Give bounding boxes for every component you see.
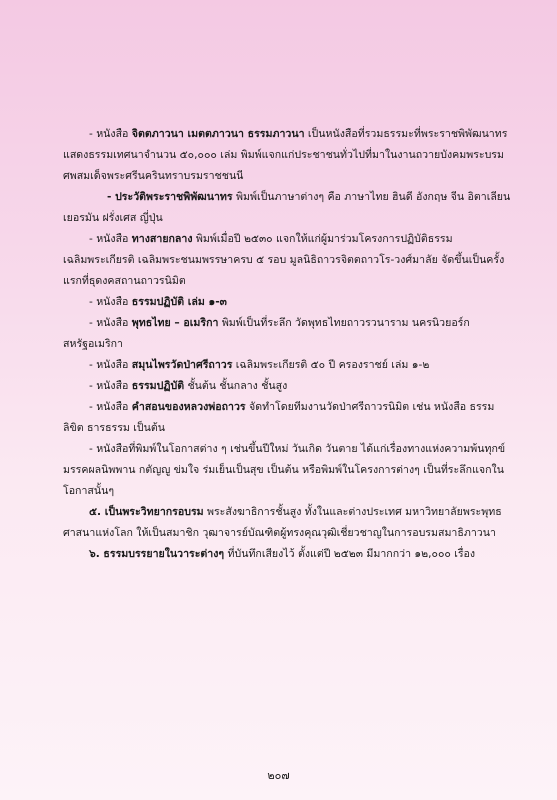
text-segment: - หนังสือ xyxy=(89,317,132,329)
text-line xyxy=(63,166,499,187)
text-segment: พิมพ์เป็นที่ระลึก วัดพุทธไทยถาวรวนาราม นครนิวยอร์ก xyxy=(218,317,470,329)
text-segment: ที่บันทึกเสียงไว้ ตั้งแต่ปี ๒๕๒๓ มีมากกว่า ๑๒,๐๐๐ เรื่อง xyxy=(224,548,476,560)
bold-title: ๕. เป็นพระวิทยากรอบรม xyxy=(89,506,204,518)
text-line xyxy=(63,418,499,439)
text-segment: พระสังฆาธิการชั้นสูง ทั้งในและต่างประเทศ มหาวิทยาลัยพระพุทธ xyxy=(203,506,502,518)
bold-title: ทางสายกลาง xyxy=(131,233,193,245)
text-segment: - หนังสือ xyxy=(89,401,132,413)
text-segment: ศาสนาแห่งโลก ให้เป็นสมาชิก วุฒาจารย์บัณฑิตผู้ทรงคุณวุฒิเชี่ยวชาญในการอบรมสมาธิภาวนา xyxy=(63,527,496,539)
paragraph xyxy=(63,187,511,229)
text-segment: จัดทำโดยทีมงานวัดป่าศรีถาวรนิมิต เช่น หนังสือ ธรรม xyxy=(245,401,495,413)
page-number: ๒๐๗ xyxy=(267,769,290,782)
paragraph xyxy=(63,397,499,439)
text-line xyxy=(63,460,504,481)
text-line xyxy=(63,208,499,229)
bold-title: สมุนไพรวัดป่าศรีถาวร xyxy=(131,359,233,371)
bold-title: ธรรมปฏิบัติ xyxy=(131,380,185,392)
text-line xyxy=(63,397,499,418)
text-segment: - หนังสือที่พิมพ์ในโอกาสต่าง ๆ เช่นขึ้นปีใหม่ วันเกิด วันตาย ได้แก่เรื่องทางแห่งความพ้นทุกข์ xyxy=(89,443,506,455)
text-line xyxy=(63,313,499,334)
bold-title: พุทธไทย – อเมริกา xyxy=(131,317,219,329)
text-segment: เฉลิมพระเกียรติ เฉลิมพระชนมพรรษาครบ ๕ รอบ มูลนิธิถาวรจิตตถาวโร-วงศ์มาลัย จัดขึ้นเป็นครั้ง xyxy=(63,254,505,266)
text-segment: ลิขิต ธารธรรม เป็นต้น xyxy=(63,422,165,434)
paragraph xyxy=(63,355,499,376)
paragraph xyxy=(63,124,508,187)
text-segment: - หนังสือ xyxy=(89,128,132,140)
text-line xyxy=(63,229,499,250)
bold-title: - ประวัติพระราชพิพัฒนาทร xyxy=(107,191,233,203)
text-segment: พิมพ์เป็นภาษาต่างๆ คือ ภาษาไทย ฮินดี อังกฤษ จีน อิตาเลียน xyxy=(232,191,511,203)
text-segment: - หนังสือ xyxy=(89,380,132,392)
body-text xyxy=(63,124,511,565)
text-segment: - หนังสือ xyxy=(89,359,132,371)
text-segment: แสดงธรรมเทศนาจำนวน ๕๐,๐๐๐ เล่ม พิมพ์แจกแก่ประชาชนทั่วไปที่มาในงานถวายบังคมพระบรม xyxy=(63,149,504,161)
text-segment: ชั้นต้น ชั้นกลาง ชั้นสูง xyxy=(184,380,288,392)
text-line xyxy=(63,376,499,397)
bold-title: จิตตภาวนา เมตตภาวนา ธรรมภาวนา xyxy=(131,128,305,140)
paragraph xyxy=(63,502,502,544)
text-line xyxy=(63,145,504,166)
text-segment: เป็นหนังสือที่รวมธรรมะที่พระราชพิพัฒนาทร xyxy=(304,128,508,140)
text-line xyxy=(63,187,511,208)
text-line xyxy=(63,502,502,523)
text-line xyxy=(63,355,499,376)
paragraph xyxy=(63,544,499,565)
text-segment: ศพสมเด็จพระศรีนครินทราบรมราชชนนี xyxy=(63,170,244,182)
text-line xyxy=(63,250,505,271)
bold-title: คำสอนของหลวงพ่อถาวร xyxy=(131,401,246,413)
paragraph xyxy=(63,376,499,397)
text-segment: - หนังสือ xyxy=(89,296,132,308)
text-segment: โอกาสนั้นๆ xyxy=(63,485,115,497)
paragraph xyxy=(63,229,505,292)
bold-title: ๖. ธรรมบรรยายในวาระต่างๆ xyxy=(89,548,225,560)
text-line xyxy=(63,523,499,544)
paragraph xyxy=(63,313,499,355)
text-line xyxy=(63,481,499,502)
paragraph xyxy=(63,439,506,502)
text-segment: เฉลิมพระเกียรติ ๕๐ ปี ครองราชย์ เล่ม ๑-๒ xyxy=(232,359,430,371)
text-segment: มรรคผลนิพพาน กตัญญู ข่มใจ ร่มเย็นเป็นสุข เป็นต้น หรือพิมพ์ในโครงการต่างๆ เป็นที่ระลึกแจกใน xyxy=(63,464,504,476)
text-line xyxy=(63,334,499,355)
text-line xyxy=(63,439,506,460)
text-line xyxy=(63,544,499,565)
text-segment: สหรัฐอเมริกา xyxy=(63,338,124,350)
text-segment: พิมพ์เมื่อปี ๒๕๓๐ แจกให้แก่ผู้มาร่วมโครงการปฏิบัติธรรม xyxy=(192,233,453,245)
text-segment: เยอรมัน ฝรั่งเศส ญี่ปุ่น xyxy=(63,212,163,224)
text-line xyxy=(63,271,499,292)
text-line xyxy=(63,292,499,313)
paragraph xyxy=(63,292,499,313)
text-line xyxy=(63,124,508,145)
text-segment: แรกที่ธุดงคสถานถาวรนิมิต xyxy=(63,275,186,287)
bold-title: ธรรมปฏิบัติ เล่ม ๑-๓ xyxy=(131,296,227,308)
text-segment: - หนังสือ xyxy=(89,233,132,245)
